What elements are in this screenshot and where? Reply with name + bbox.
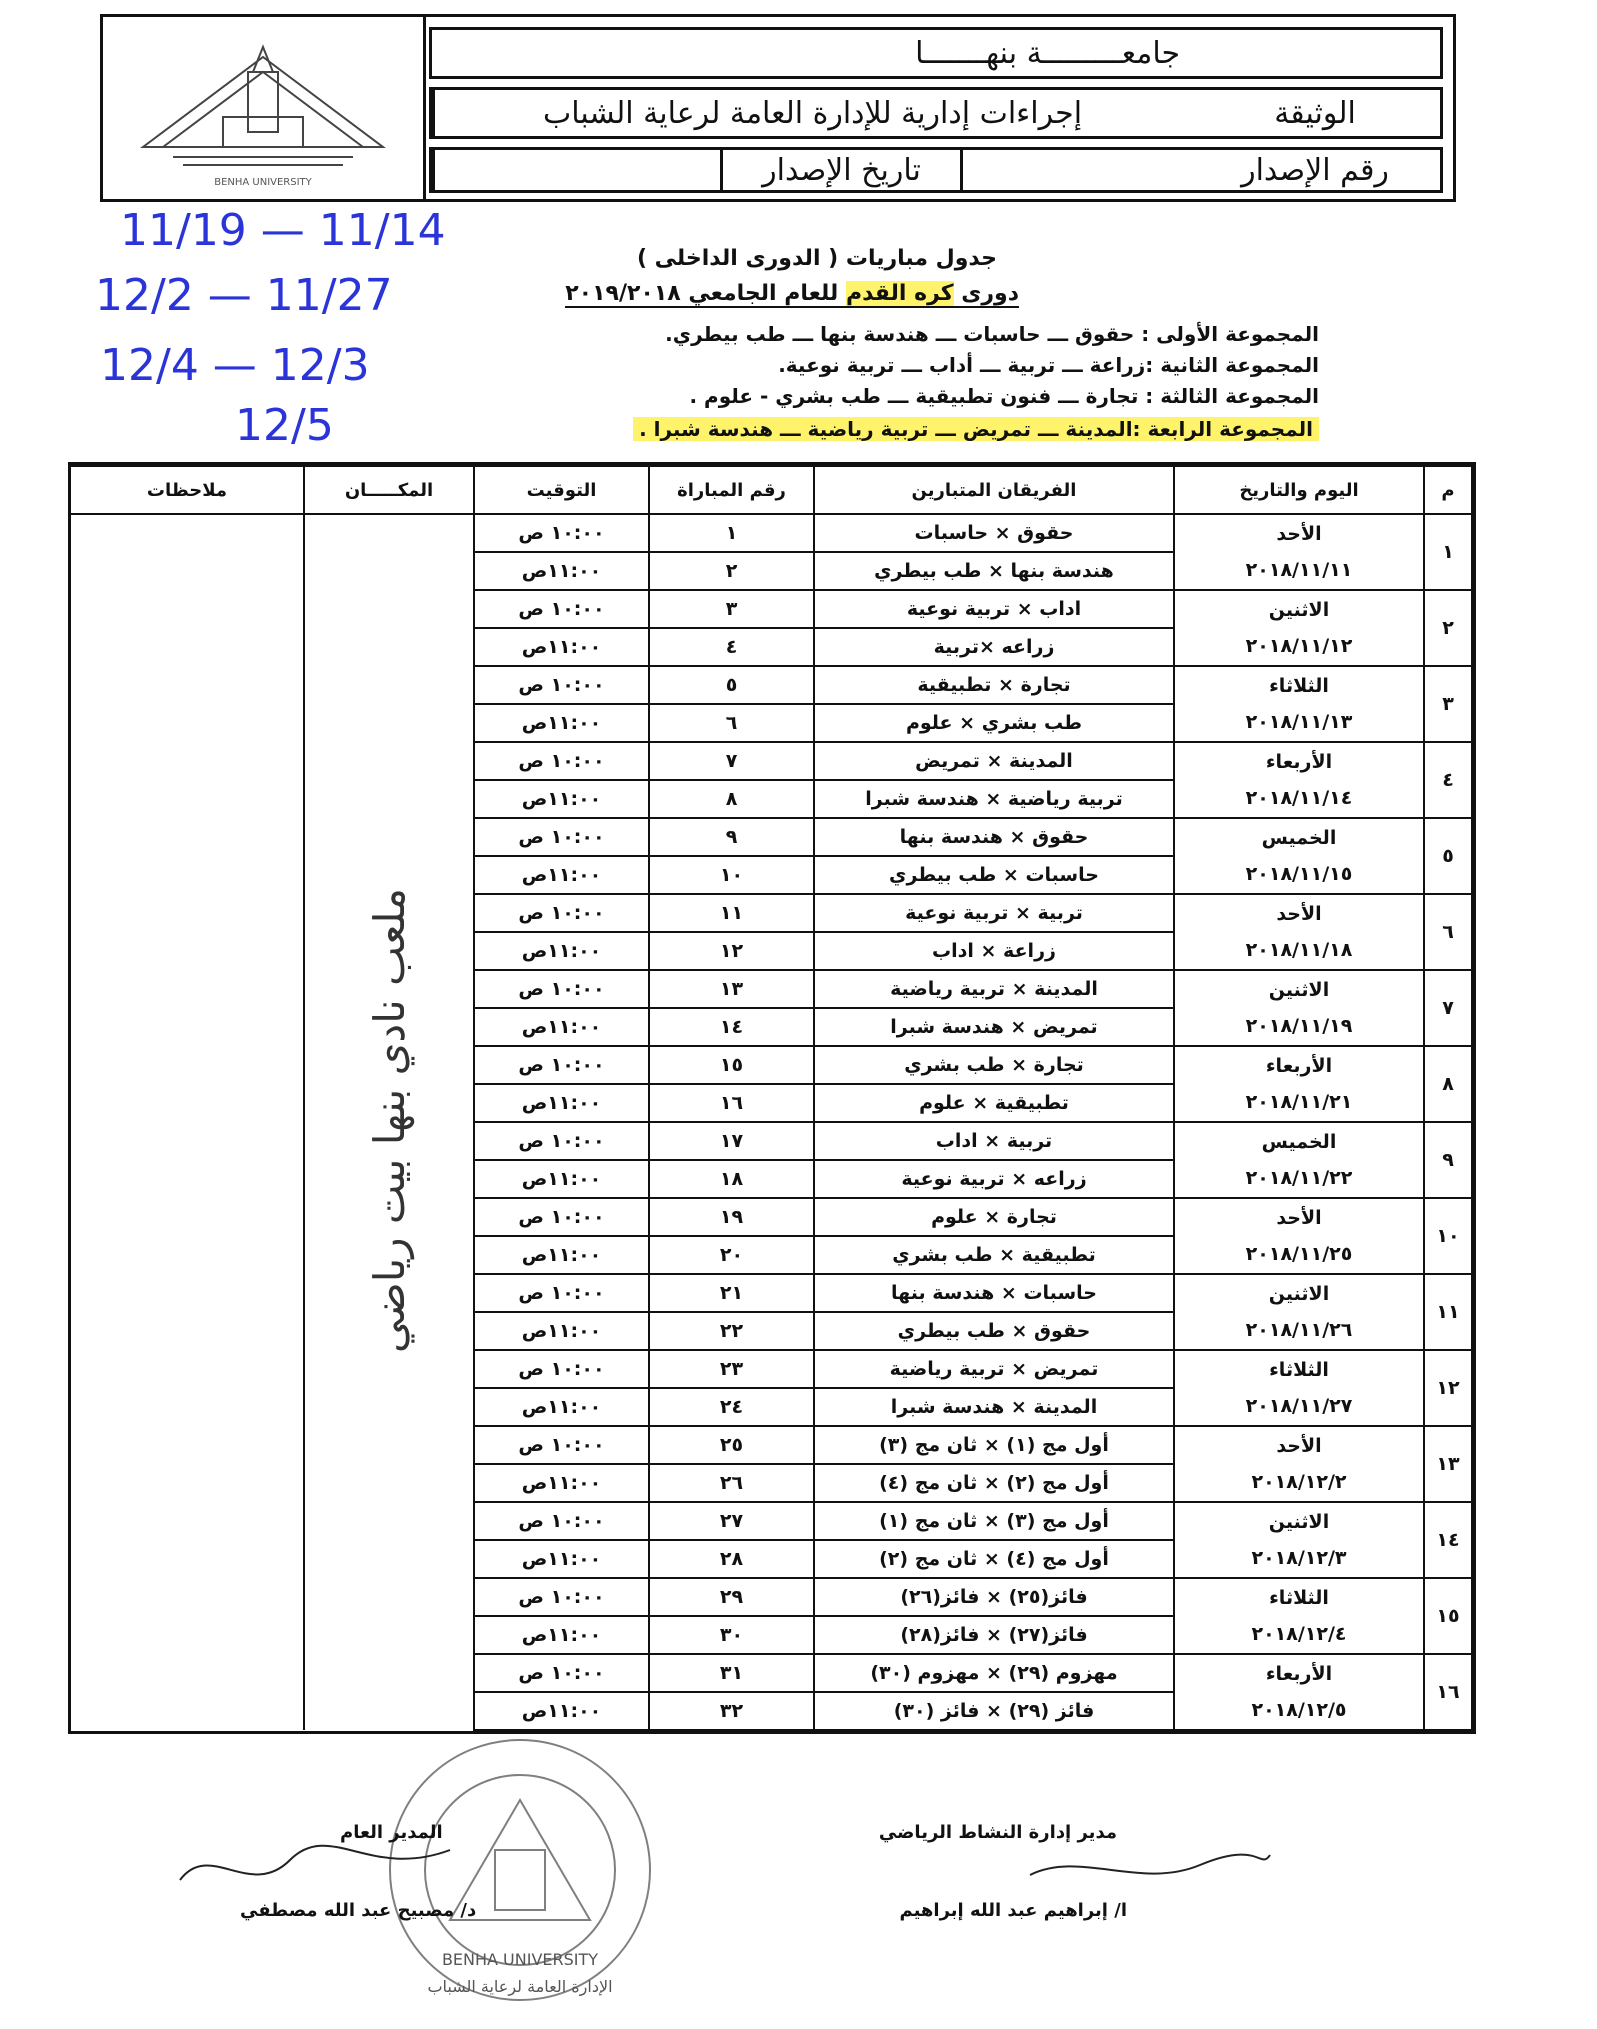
day-name: الخميس: [1261, 1131, 1337, 1153]
day-date-cell: [1174, 818, 1424, 894]
teams-cell: حقوق × هندسة بنها: [814, 818, 1174, 856]
row-index: ٨: [1424, 1046, 1472, 1122]
signature-left: [170, 1830, 470, 1910]
row-index: ١: [1424, 514, 1472, 590]
match-number-cell: ٢٦: [649, 1464, 814, 1502]
row-index: ٥: [1424, 818, 1472, 894]
logo-caption: BENHA UNIVERSITY: [214, 177, 312, 188]
match-number-cell: ٢٠: [649, 1236, 814, 1274]
time-cell: ١١:٠٠ص: [474, 856, 649, 894]
header-place: المكـــــان: [304, 466, 474, 514]
time-cell: ١٠:٠٠ ص: [474, 590, 649, 628]
row-index: ٩: [1424, 1122, 1472, 1198]
match-date: ٢٠١٨/١٢/٤: [1251, 1623, 1347, 1645]
teams-cell: اداب × تربية نوعية: [814, 590, 1174, 628]
day-date-cell: [1174, 590, 1424, 666]
match-number-cell: ٢٨: [649, 1540, 814, 1578]
time-cell: ١١:٠٠ص: [474, 932, 649, 970]
match-date: ٢٠١٨/١١/٢٢: [1245, 1167, 1353, 1189]
match-number-cell: ٣١: [649, 1654, 814, 1692]
teams-cell: حقوق × حاسبات: [814, 514, 1174, 552]
match-number-cell: ٢٢: [649, 1312, 814, 1350]
time-cell: ١٠:٠٠ ص: [474, 1046, 649, 1084]
match-date: ٢٠١٨/١١/١٣: [1245, 711, 1353, 733]
teams-cell: تربية × اداب: [814, 1122, 1174, 1160]
time-cell: ١١:٠٠ص: [474, 1616, 649, 1654]
matches-table: [68, 462, 1476, 1734]
teams-cell: حقوق × طب بيطري: [814, 1312, 1174, 1350]
match-number-cell: ١٨: [649, 1160, 814, 1198]
teams-cell: تطبيقية × علوم: [814, 1084, 1174, 1122]
match-date: ٢٠١٨/١١/١٩: [1245, 1015, 1353, 1037]
row-index: ٦: [1424, 894, 1472, 970]
match-number-cell: ١٢: [649, 932, 814, 970]
teams-cell: أول مج (١) × ثان مج (٣): [814, 1426, 1174, 1464]
teams-cell: تجارة × علوم: [814, 1198, 1174, 1236]
teams-cell: أول مج (٣) × ثان مج (١): [814, 1502, 1174, 1540]
header-row-university: [429, 27, 1443, 79]
time-cell: ١١:٠٠ص: [474, 1236, 649, 1274]
match-date: ٢٠١٨/١١/١٨: [1245, 939, 1353, 961]
issue-date-value: [432, 150, 720, 190]
time-cell: ١٠:٠٠ ص: [474, 1502, 649, 1540]
stamp-arabic: الإدارة العامة لرعاية الشباب: [427, 1977, 613, 1996]
time-cell: ١١:٠٠ص: [474, 780, 649, 818]
match-number-cell: ١٦: [649, 1084, 814, 1122]
subtitle-prefix: دورى: [953, 281, 1019, 306]
footer-right-title: مدير إدارة النشاط الرياضي: [878, 1822, 1117, 1843]
teams-cell: زراعه × تربية نوعية: [814, 1160, 1174, 1198]
document-label: الوثيقة: [1274, 95, 1356, 131]
match-date: ٢٠١٨/١١/٢١: [1245, 1091, 1353, 1113]
teams-cell: المدينة × هندسة شبرا: [814, 1388, 1174, 1426]
day-date-cell: [1174, 894, 1424, 970]
group-4: المجموعة الرابعة :المدينة ـــ تمريض ـــ تربية رياضية ـــ هندسة شبرا .: [633, 417, 1319, 441]
time-cell: ١٠:٠٠ ص: [474, 1274, 649, 1312]
day-name: الثلاثاء: [1269, 675, 1329, 697]
row-index: ١٠: [1424, 1198, 1472, 1274]
time-cell: ١١:٠٠ص: [474, 1008, 649, 1046]
issue-number-value: [960, 150, 1190, 190]
time-cell: ١٠:٠٠ ص: [474, 970, 649, 1008]
match-date: ٢٠١٨/١١/١٢: [1245, 635, 1353, 657]
day-date-cell: [1174, 1274, 1424, 1350]
match-number-cell: ٣: [649, 590, 814, 628]
day-date-cell: [1174, 1654, 1424, 1730]
match-number-cell: ١٥: [649, 1046, 814, 1084]
time-cell: ١١:٠٠ص: [474, 1160, 649, 1198]
day-name: الاثنين: [1268, 1283, 1330, 1305]
row-index: ١٥: [1424, 1578, 1472, 1654]
day-name: الأحد: [1276, 903, 1322, 925]
day-date-cell: [1174, 1198, 1424, 1274]
match-date: ٢٠١٨/١١/٢٧: [1245, 1395, 1353, 1417]
match-number-cell: ١٠: [649, 856, 814, 894]
row-index: ١٤: [1424, 1502, 1472, 1578]
footer-right-name: ا/ إبراهيم عبد الله إبراهيم: [899, 1900, 1127, 1921]
day-name: الأحد: [1276, 1207, 1322, 1229]
match-number-cell: ٦: [649, 704, 814, 742]
match-date: ٢٠١٨/١٢/٣: [1251, 1547, 1347, 1569]
day-name: الأربعاء: [1265, 1663, 1333, 1685]
day-name: الأحد: [1276, 1435, 1322, 1457]
match-number-cell: ١٤: [649, 1008, 814, 1046]
teams-cell: فائز (٢٩) × فائز (٣٠): [814, 1692, 1174, 1730]
match-number-cell: ٥: [649, 666, 814, 704]
match-number-cell: ١٧: [649, 1122, 814, 1160]
schedule-title: جدول مباريات ( الدورى الداخلى ): [636, 246, 997, 271]
header-notes: ملاحظات: [70, 466, 304, 514]
header-row-document: [429, 87, 1443, 139]
table-row: [70, 514, 1472, 552]
handwritten-note-1: 11/19 — 11/14: [120, 205, 446, 256]
header-match-no: رقم المباراة: [649, 466, 814, 514]
time-cell: ١١:٠٠ص: [474, 1084, 649, 1122]
day-date-cell: [1174, 742, 1424, 818]
footer-left-name: د/ مصبيح عبد الله مصطفي: [240, 1900, 477, 1921]
match-number-cell: ٤: [649, 628, 814, 666]
match-number-cell: ٢٧: [649, 1502, 814, 1540]
day-date-cell: [1174, 1350, 1424, 1426]
header-date: اليوم والتاريخ: [1174, 466, 1424, 514]
group-1: المجموعة الأولى : حقوق ـــ حاسبات ـــ هندسة بنها ـــ طب بيطري.: [665, 322, 1319, 346]
teams-cell: فائز(٢٧) × فائز(٢٨): [814, 1616, 1174, 1654]
teams-cell: تربية رياضية × هندسة شبرا: [814, 780, 1174, 818]
issue-number-label: رقم الإصدار: [1241, 152, 1389, 188]
match-number-cell: ٢٤: [649, 1388, 814, 1426]
row-index: ٣: [1424, 666, 1472, 742]
match-date: ٢٠١٨/١١/٢٥: [1245, 1243, 1353, 1265]
group-2: المجموعة الثانية :زراعة ـــ تربية ـــ أداب ـــ تربية نوعية.: [778, 353, 1319, 377]
row-index: ٤: [1424, 742, 1472, 818]
match-number-cell: ٢٥: [649, 1426, 814, 1464]
teams-cell: تطبيقية × طب بشري: [814, 1236, 1174, 1274]
subtitle-sport: كره القدم: [845, 281, 954, 306]
match-date: ٢٠١٨/١١/٢٦: [1245, 1319, 1353, 1341]
document-title: إجراءات إدارية للإدارة العامة لرعاية الشباب: [432, 90, 1190, 136]
teams-cell: تمريض × هندسة شبرا: [814, 1008, 1174, 1046]
match-number-cell: ٢: [649, 552, 814, 590]
teams-cell: تمريض × تربية رياضية: [814, 1350, 1174, 1388]
time-cell: ١١:٠٠ص: [474, 704, 649, 742]
match-date: ٢٠١٨/١١/١٥: [1245, 863, 1353, 885]
time-cell: ١١:٠٠ص: [474, 1540, 649, 1578]
document-header: [100, 14, 1456, 202]
match-number-cell: ٩: [649, 818, 814, 856]
time-cell: ١٠:٠٠ ص: [474, 818, 649, 856]
time-cell: ١٠:٠٠ ص: [474, 666, 649, 704]
teams-cell: المدينة × تمريض: [814, 742, 1174, 780]
day-name: الثلاثاء: [1269, 1359, 1329, 1381]
time-cell: ١٠:٠٠ ص: [474, 1426, 649, 1464]
day-name: الأحد: [1276, 523, 1322, 545]
place-text: ملعب نادي بنها بيت رياضي: [364, 888, 414, 1353]
day-date-cell: [1174, 1502, 1424, 1578]
day-date-cell: [1174, 514, 1424, 590]
issue-date-label: تاريخ الإصدار: [720, 150, 960, 190]
teams-cell: حاسبات × طب بيطري: [814, 856, 1174, 894]
time-cell: ١١:٠٠ص: [474, 1312, 649, 1350]
handwritten-note-3: 12/4 — 12/3: [100, 340, 370, 391]
match-number-cell: ٧: [649, 742, 814, 780]
match-number-cell: ٢٩: [649, 1578, 814, 1616]
day-date-cell: [1174, 970, 1424, 1046]
time-cell: ١٠:٠٠ ص: [474, 1122, 649, 1160]
match-number-cell: ٢١: [649, 1274, 814, 1312]
match-number-cell: ١١: [649, 894, 814, 932]
day-name: الاثنين: [1268, 979, 1330, 1001]
group-3: المجموعة الثالثة : تجارة ـــ فنون تطبيقية ـــ طب بشري - علوم .: [689, 384, 1319, 408]
day-date-cell: [1174, 1578, 1424, 1654]
time-cell: ١١:٠٠ص: [474, 1464, 649, 1502]
teams-cell: أول مج (٤) × ثان مج (٢): [814, 1540, 1174, 1578]
row-index: ١١: [1424, 1274, 1472, 1350]
match-date: ٢٠١٨/١٢/٢: [1251, 1471, 1347, 1493]
day-name: الاثنين: [1268, 599, 1330, 621]
time-cell: ١٠:٠٠ ص: [474, 1654, 649, 1692]
schedule-subtitle: [565, 281, 1019, 308]
notes-cell: [70, 514, 304, 1730]
table-header-row: [70, 466, 1472, 514]
row-index: ١٢: [1424, 1350, 1472, 1426]
day-date-cell: [1174, 1122, 1424, 1198]
subtitle-year: للعام الجامعي ٢٠١٩/٢٠١٨: [565, 281, 846, 306]
match-number-cell: ٨: [649, 780, 814, 818]
teams-cell: تجارة × طب بشري: [814, 1046, 1174, 1084]
match-number-cell: ١٩: [649, 1198, 814, 1236]
university-name: جامعـــــــــة بنهـــــــا: [915, 35, 1180, 71]
time-cell: ١١:٠٠ص: [474, 628, 649, 666]
teams-cell: طب بشري × علوم: [814, 704, 1174, 742]
day-date-cell: [1174, 666, 1424, 742]
match-date: ٢٠١٨/١١/١١: [1245, 559, 1353, 581]
place-cell: [304, 514, 474, 1730]
logo-cell: [103, 17, 426, 199]
signature-right: [1020, 1840, 1280, 1900]
row-index: ٧: [1424, 970, 1472, 1046]
handwritten-note-2: 12/2 — 11/27: [95, 270, 393, 321]
match-date: ٢٠١٨/١٢/٥: [1251, 1699, 1347, 1721]
time-cell: ١١:٠٠ص: [474, 1388, 649, 1426]
header-row-issue: [429, 147, 1443, 193]
day-date-cell: [1174, 1046, 1424, 1122]
handwritten-note-4: 12/5: [235, 400, 334, 451]
day-name: الأربعاء: [1265, 1055, 1333, 1077]
teams-cell: زراعه ×تربية: [814, 628, 1174, 666]
day-name: الثلاثاء: [1269, 1587, 1329, 1609]
match-number-cell: ١٣: [649, 970, 814, 1008]
header-teams: الفريقان المتبارين: [814, 466, 1174, 514]
row-index: ١٦: [1424, 1654, 1472, 1730]
match-date: ٢٠١٨/١١/١٤: [1245, 787, 1353, 809]
time-cell: ١٠:٠٠ ص: [474, 1578, 649, 1616]
match-number-cell: ١: [649, 514, 814, 552]
time-cell: ١٠:٠٠ ص: [474, 742, 649, 780]
teams-cell: حاسبات × هندسة بنها: [814, 1274, 1174, 1312]
header-time: التوقيت: [474, 466, 649, 514]
time-cell: ١١:٠٠ص: [474, 552, 649, 590]
row-index: ١٣: [1424, 1426, 1472, 1502]
time-cell: ١٠:٠٠ ص: [474, 514, 649, 552]
teams-cell: هندسة بنها × طب بيطري: [814, 552, 1174, 590]
teams-cell: أول مج (٢) × ثان مج (٤): [814, 1464, 1174, 1502]
university-logo: [103, 17, 423, 197]
time-cell: ١٠:٠٠ ص: [474, 1198, 649, 1236]
teams-cell: تجارة × تطبيقية: [814, 666, 1174, 704]
time-cell: ١٠:٠٠ ص: [474, 894, 649, 932]
match-number-cell: ٣٠: [649, 1616, 814, 1654]
match-number-cell: ٢٣: [649, 1350, 814, 1388]
header-index: م: [1424, 466, 1472, 514]
teams-cell: مهزوم (٢٩) × مهزوم (٣٠): [814, 1654, 1174, 1692]
footer-left-title: المدير العام: [340, 1822, 443, 1843]
day-date-cell: [1174, 1426, 1424, 1502]
teams-cell: فائز(٢٥) × فائز(٢٦): [814, 1578, 1174, 1616]
row-index: ٢: [1424, 590, 1472, 666]
teams-cell: زراعة × اداب: [814, 932, 1174, 970]
time-cell: ١٠:٠٠ ص: [474, 1350, 649, 1388]
day-name: الاثنين: [1268, 1511, 1330, 1533]
day-name: الأربعاء: [1265, 751, 1333, 773]
time-cell: ١١:٠٠ص: [474, 1692, 649, 1730]
match-number-cell: ٣٢: [649, 1692, 814, 1730]
day-name: الخميس: [1261, 827, 1337, 849]
teams-cell: المدينة × تربية رياضية: [814, 970, 1174, 1008]
stamp-caption: BENHA UNIVERSITY: [441, 1950, 599, 1969]
teams-cell: تربية × تربية نوعية: [814, 894, 1174, 932]
